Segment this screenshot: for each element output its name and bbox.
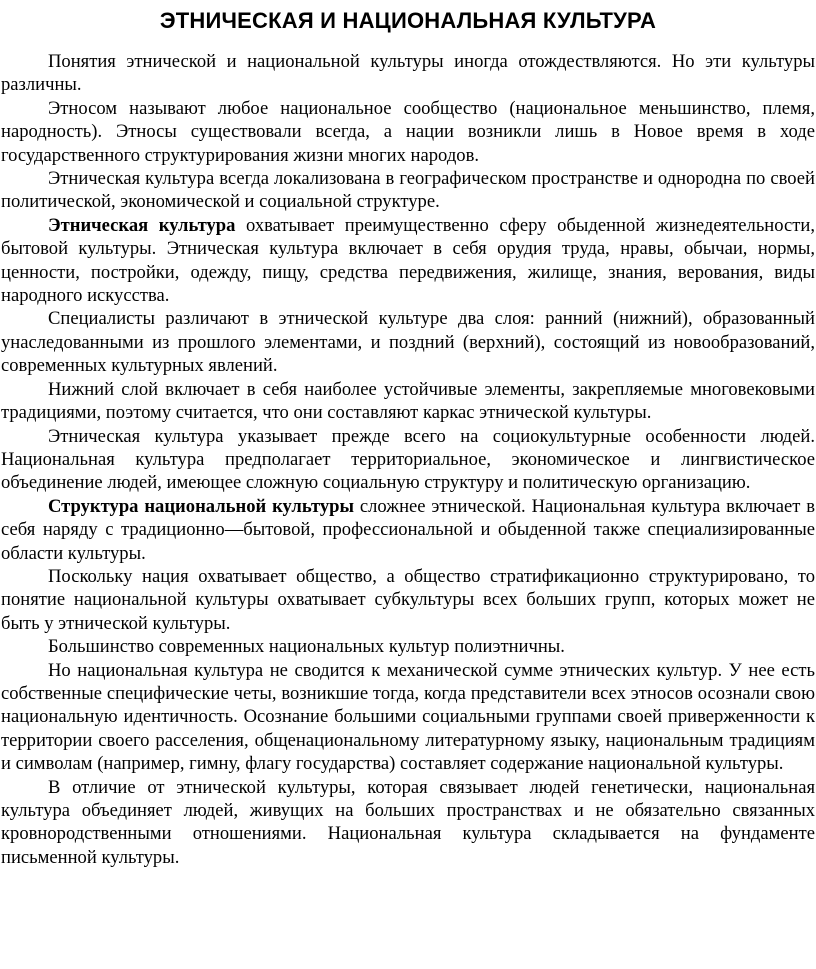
paragraph-12: В отличие от этнической культуры, которая связывает людей генетически, национальная культура объединяет людей, живущих на больших пространствах и не обязательно связанных кровнородственными отношениями. Национальная культура складывается на фундаменте письменной культуры.: [1, 776, 815, 868]
document-title: ЭТНИЧЕСКАЯ И НАЦИОНАЛЬНАЯ КУЛЬТУРА: [159, 8, 657, 33]
document-body: [1, 50, 815, 869]
paragraph-8: Структура национальной культуры сложнее этнической. Национальная культура включает в себя наряду с традиционно—бытовой, профессиональной и обыденной также специализированные области культуры.: [1, 495, 815, 564]
paragraph-7: Этническая культура указывает прежде всего на социокультурные особенности людей. Национальная культура предполагает территориальное, экономическое и лингвистическое объединение людей, имеющее сложную социальную структуру и политическую организацию.: [1, 425, 815, 494]
paragraph-3: Этническая культура всегда локализована в географическом пространстве и однородна по своей политической, экономической и социальной структуре.: [1, 168, 815, 213]
paragraph-11: Но национальная культура не сводится к механической сумме этнических культур. У нее есть собственные специфические четы, возникшие тогда, когда представители всех этносов осознали свою национальную идентичность. Осознание большими социальными группами своей приверженности к территории своего расселения, общенациональному литературному языку, национальным традициям и символам (например, гимну, флагу государства) составляет содержание национальной культуры.: [1, 659, 815, 775]
bold-term: Структура национальной культуры: [48, 495, 354, 517]
paragraph-6: Нижний слой включает в себя наиболее устойчивые элементы, закрепляемые многовековыми традициями, поэтому считается, что они составляют каркас этнической культуры.: [1, 378, 815, 424]
paragraph-10: Большинство современных национальных культур полиэтничны.: [48, 636, 565, 658]
paragraph-9: Поскольку нация охватывает общество, а общество стратификационно структурировано, то понятие национальной культуры охватывает субкультуры всех больших групп, которых может не быть у этнической культуры.: [1, 565, 815, 634]
paragraph-2: Этносом называют любое национальное сообщество (национальное меньшинство, племя, народность). Этносы существовали всегда, а нации возникли лишь в Новое время в ходе государственного структурирования жизни многих народов.: [1, 97, 815, 166]
paragraph-1: Понятия этнической и национальной культуры иногда отождествляются. Но эти культуры различны.: [1, 51, 815, 96]
bold-term: Этническая культура: [48, 214, 236, 236]
paragraph-4: Этническая культура охватывает преимущественно сферу обыденной жизнедеятельности, бытовой культуры. Этническая культура включает в себя орудия труда, нравы, обычаи, нормы, ценности, постройки, одежду, пищу, средства передвижения, жилище, знания, верования, виды народного искусства.: [1, 214, 815, 307]
paragraph-5: Специалисты различают в этнической культуре два слоя: ранний (нижний), образованный унаследованными из прошлого элементами, и поздний (верхний), состоящий из новообразований, современных культурных явлений.: [1, 308, 815, 377]
